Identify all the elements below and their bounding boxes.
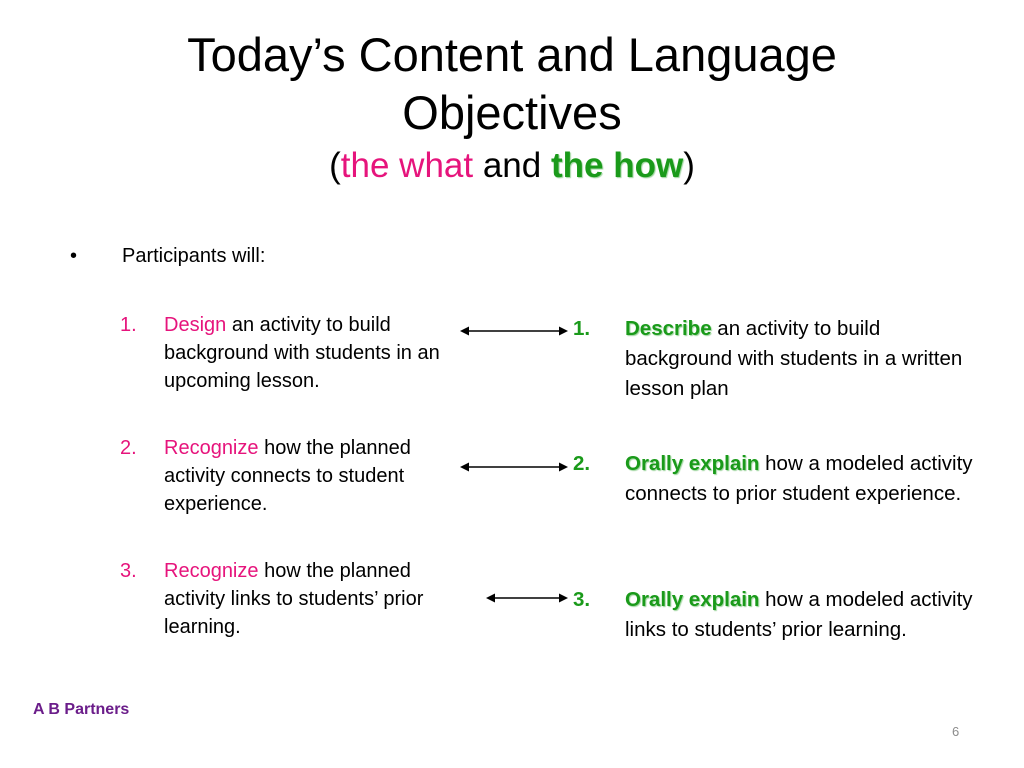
slide-title xyxy=(0,26,1024,188)
language-objective-2 xyxy=(573,449,993,509)
language-objective-text xyxy=(625,585,993,645)
language-objective-text xyxy=(625,449,993,509)
content-objective-rest: an activity to build background with students in an upcoming lesson. xyxy=(164,314,440,392)
content-objective-verb: Recognize xyxy=(164,560,259,582)
language-objective-verb: Describe xyxy=(625,317,712,340)
content-objective-text xyxy=(164,434,470,518)
slide-number: 6 xyxy=(952,724,960,739)
double-arrow-icon xyxy=(460,325,568,337)
content-objective-rest: how the planned activity connects to student experience. xyxy=(164,437,411,515)
language-objective-rest: how a modeled activity connects to prior student experience. xyxy=(625,452,973,505)
content-objective-number: 2. xyxy=(120,437,137,459)
participants-label: Participants will: xyxy=(122,245,266,267)
language-objective-verb: Orally explain xyxy=(625,588,760,611)
double-arrow-icon xyxy=(486,592,568,604)
language-objective-3 xyxy=(573,585,993,645)
content-objective-verb: Recognize xyxy=(164,437,259,459)
subtitle-close-paren: ) xyxy=(683,146,695,185)
language-objective-number: 2. xyxy=(573,452,591,475)
language-objective-verb: Orally explain xyxy=(625,452,760,475)
language-objective-number: 3. xyxy=(573,588,591,611)
subtitle-the-what: the what xyxy=(340,146,474,185)
language-objective-rest: an activity to build background with students in a written lesson plan xyxy=(625,317,963,400)
content-objective-3 xyxy=(120,557,470,641)
content-objective-number: 1. xyxy=(120,314,137,336)
content-objective-verb: Design xyxy=(164,314,227,336)
subtitle-the-how: the how xyxy=(550,146,684,185)
title-line-2: Objectives xyxy=(402,86,622,139)
double-arrow-icon xyxy=(460,461,568,473)
language-objective-1 xyxy=(573,314,993,404)
language-objective-rest: how a modeled activity links to students’ prior learning. xyxy=(625,588,973,641)
content-objective-2 xyxy=(120,434,470,518)
language-objective-number: 1. xyxy=(573,317,591,340)
content-objective-text xyxy=(164,557,470,641)
content-objective-text xyxy=(164,311,470,395)
language-objective-text xyxy=(625,314,993,404)
subtitle-and: and xyxy=(473,146,551,185)
bullet-dot: • xyxy=(70,245,78,267)
content-objective-1 xyxy=(120,311,470,395)
content-objective-number: 3. xyxy=(120,560,137,582)
subtitle-open-paren: ( xyxy=(329,146,341,185)
footer-organization: A B Partners xyxy=(33,701,130,718)
title-line-1: Today’s Content and Language xyxy=(187,28,837,81)
content-objective-rest: how the planned activity links to students’ prior learning. xyxy=(164,560,424,638)
title-subtitle xyxy=(0,144,1024,188)
